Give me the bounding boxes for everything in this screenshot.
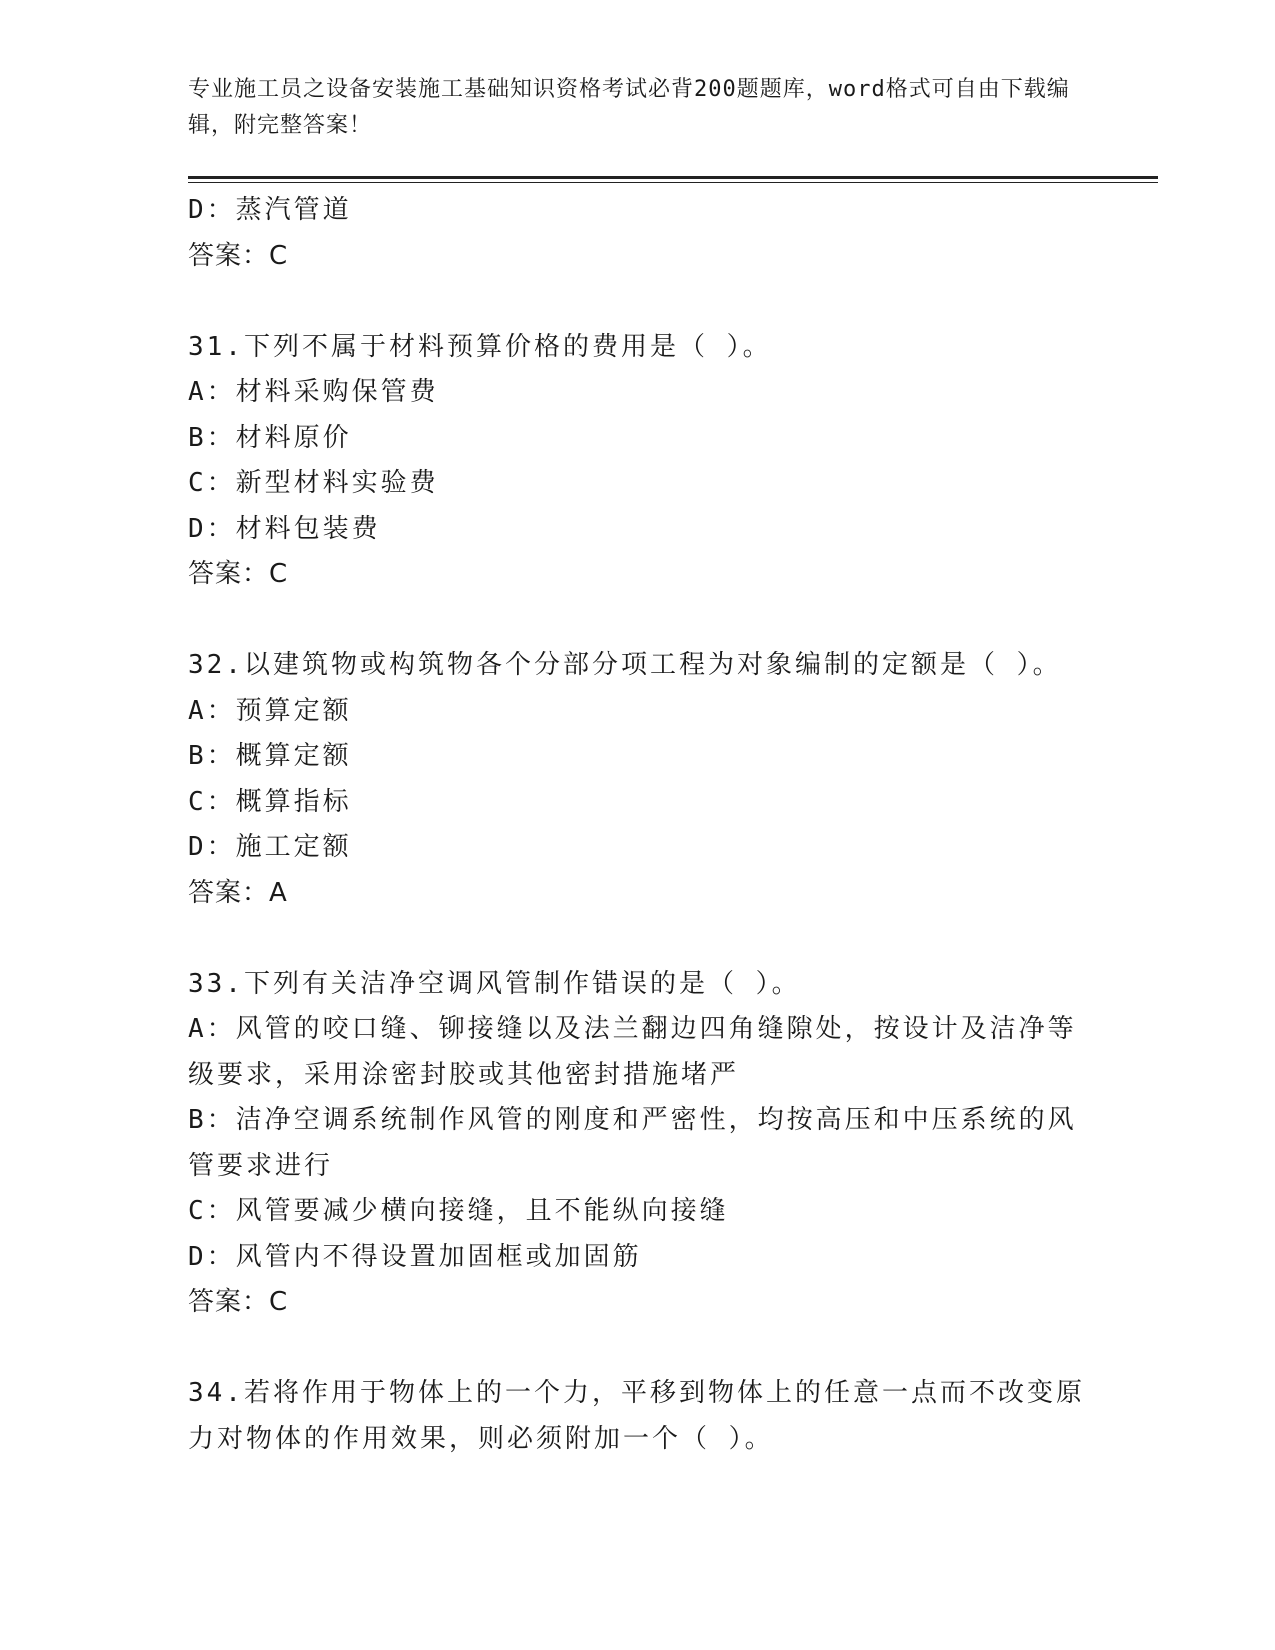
question-31-option-c: C：新型材料实验费 bbox=[188, 468, 439, 498]
document-header: 专业施工员之设备安装施工基础知识资格考试必背200题题库，word格式可自由下载编辑，附完整答案！ bbox=[188, 77, 1070, 138]
question-31-option-a: A：材料采购保管费 bbox=[188, 377, 439, 407]
question-33-option-d: D：风管内不得设置加固框或加固筋 bbox=[188, 1241, 642, 1272]
question-content bbox=[188, 188, 1088, 1462]
question-32-answer: 答案：A bbox=[188, 877, 288, 908]
question-31-stem: 31.下列不属于材料预算价格的费用是（ ）。 bbox=[188, 331, 772, 362]
header-rule-thick bbox=[188, 176, 1158, 179]
question-32-option-a: A：预算定额 bbox=[188, 695, 352, 726]
question-31-option-d: D：材料包装费 bbox=[188, 513, 381, 544]
question-33-option-c: C：风管要减少横向接缝，且不能纵向接缝 bbox=[188, 1196, 729, 1226]
question-34-stem: 34.若将作用于物体上的一个力，平移到物体上的任意一点而不改变原力对物体的作用效果，则必须附加一个（ ）。 bbox=[188, 1378, 1085, 1454]
carryover-option-d: D：蒸汽管道 bbox=[188, 195, 352, 225]
question-33-option-a: A：风管的咬口缝、铆接缝以及法兰翻边四角缝隙处，按设计及洁净等级要求，采用涂密封胶或其他密封措施堵严 bbox=[188, 1014, 1077, 1090]
question-33-option-b: B：洁净空调系统制作风管的刚度和严密性，均按高压和中压系统的风管要求进行 bbox=[188, 1105, 1077, 1181]
question-32-stem: 32.以建筑物或构筑物各个分部分项工程为对象编制的定额是（ ）。 bbox=[188, 650, 1062, 680]
question-32-option-c: C：概算指标 bbox=[188, 786, 352, 817]
question-32-option-d: D：施工定额 bbox=[188, 832, 352, 862]
question-33-stem: 33.下列有关洁净空调风管制作错误的是（ ）。 bbox=[188, 968, 801, 999]
question-32-option-b: B：概算定额 bbox=[188, 741, 352, 771]
carryover-answer: 答案：C bbox=[188, 240, 289, 271]
header-rule-thin bbox=[188, 182, 1158, 183]
question-31-option-b: B：材料原价 bbox=[188, 422, 352, 453]
question-33-answer: 答案：C bbox=[188, 1287, 289, 1317]
question-31-answer: 答案：C bbox=[188, 559, 289, 589]
